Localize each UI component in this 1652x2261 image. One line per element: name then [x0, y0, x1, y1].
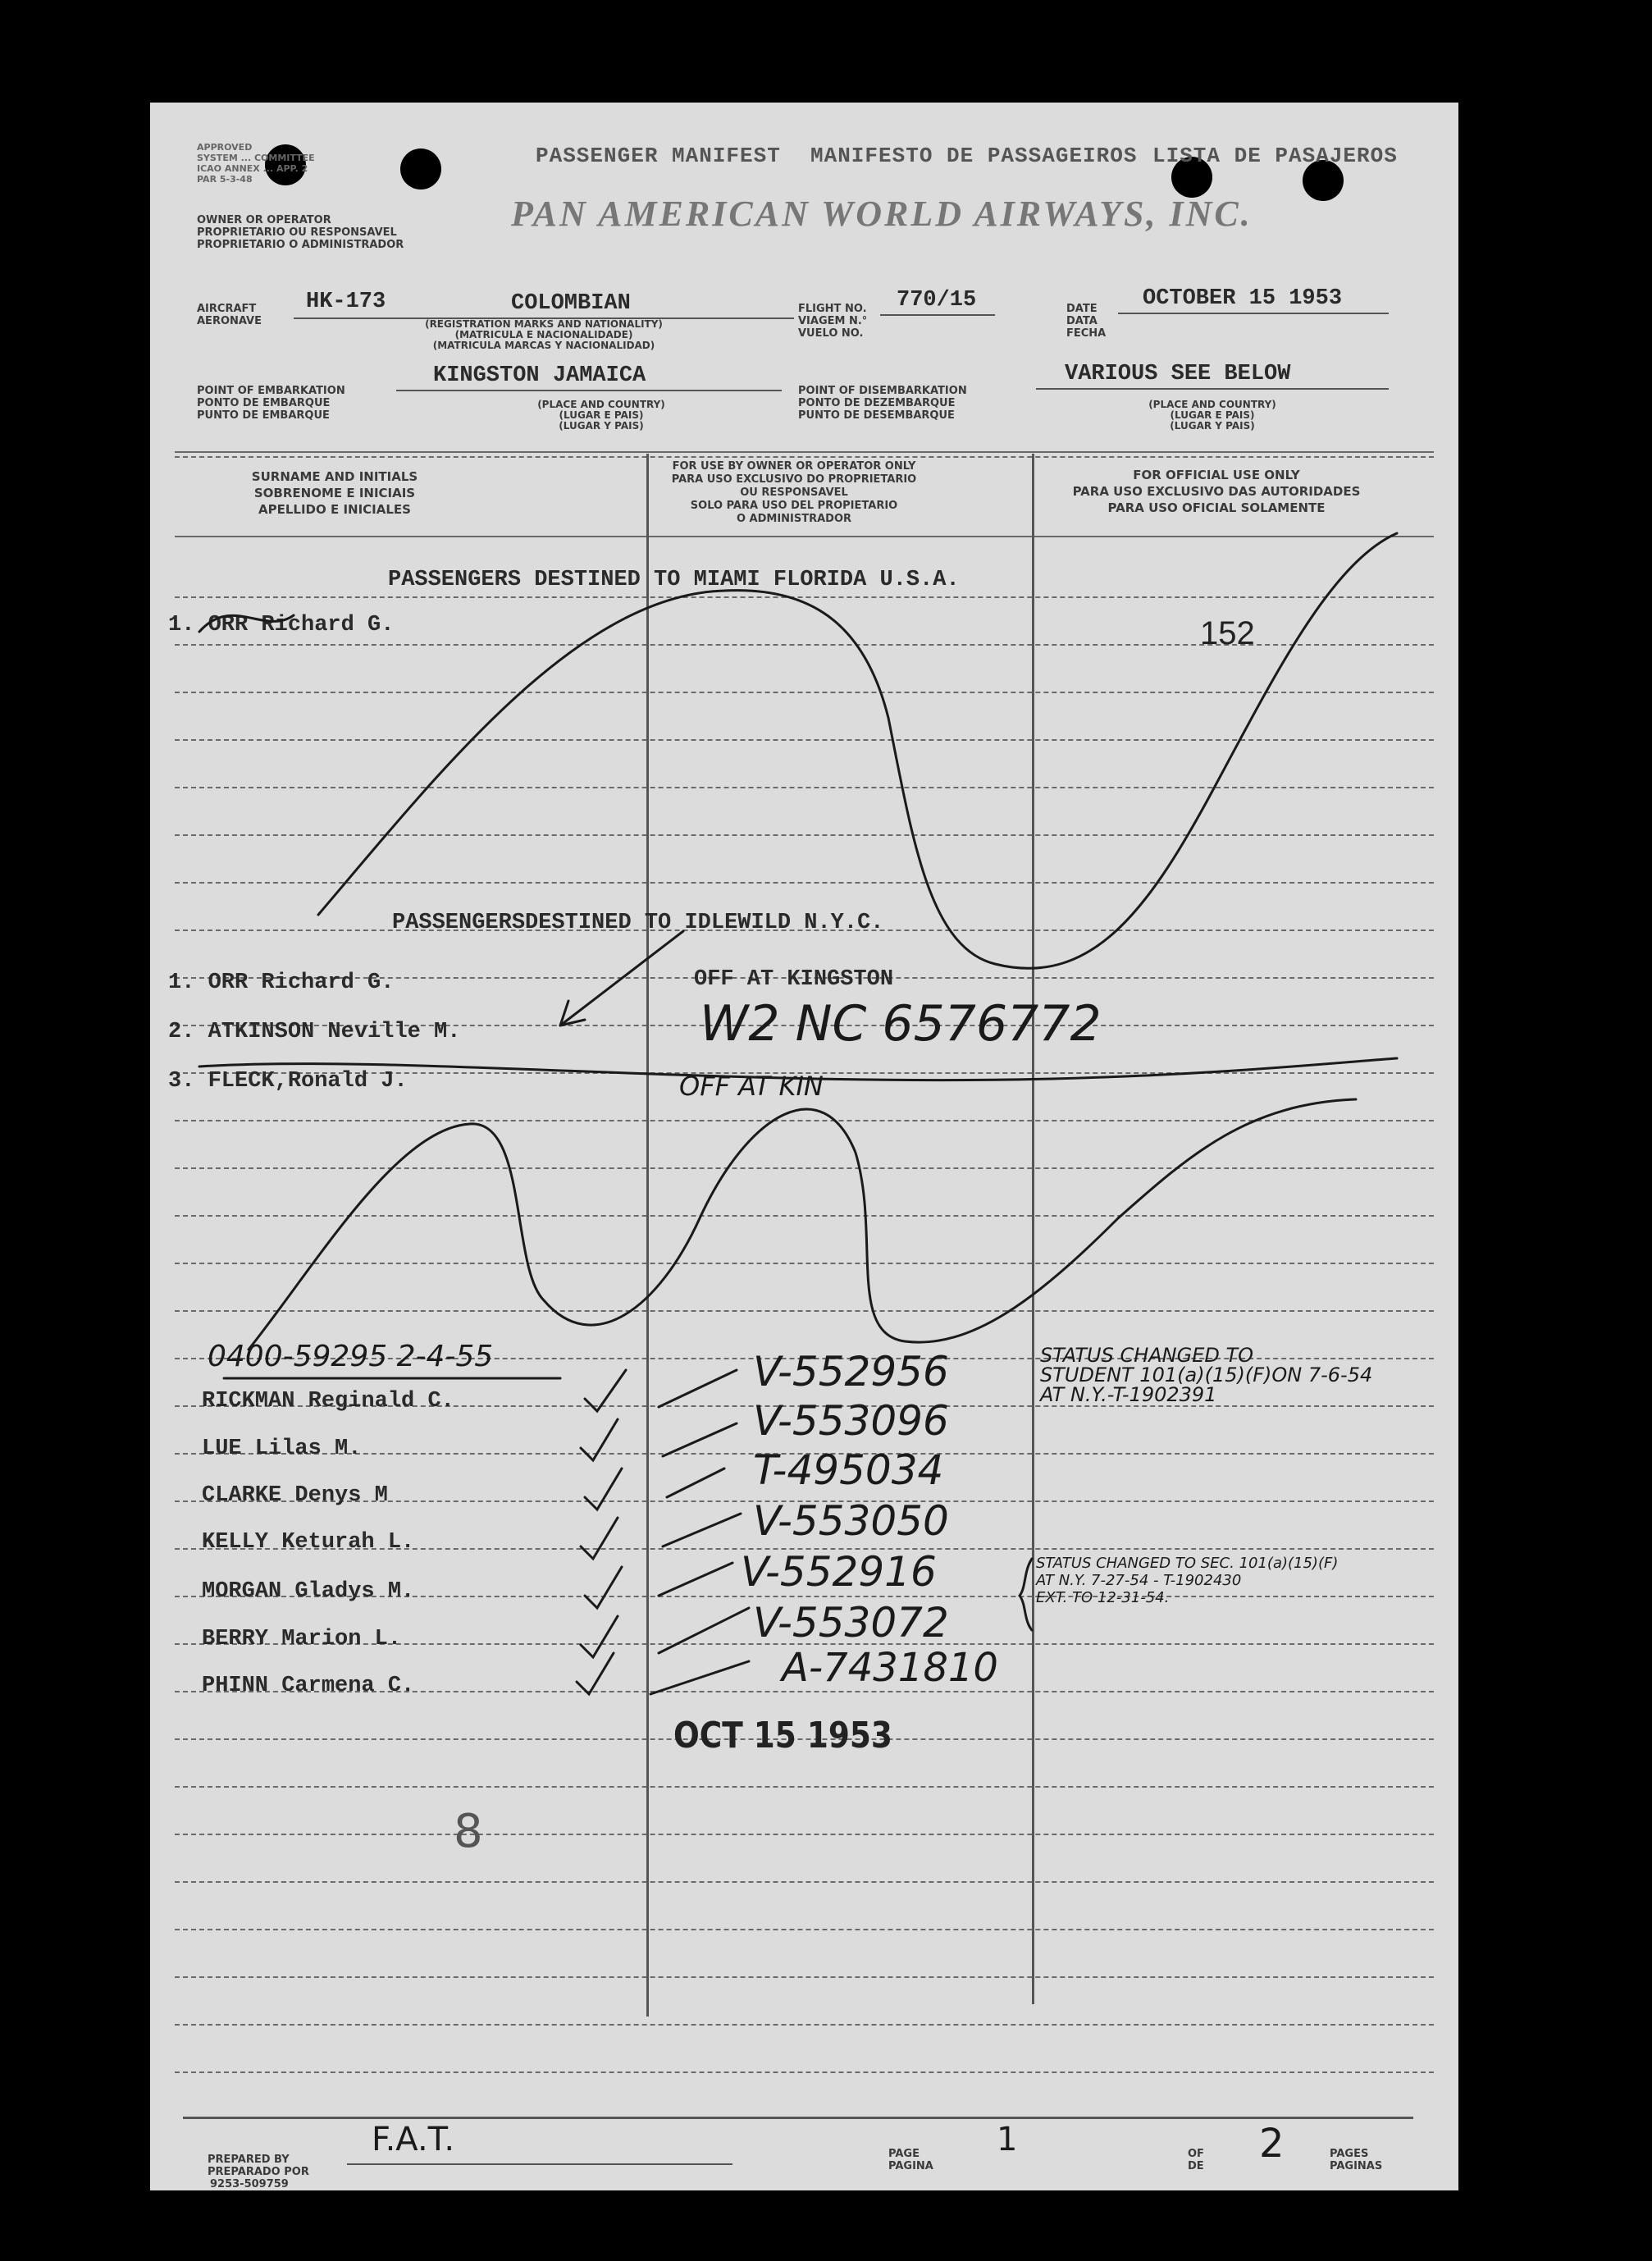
idlewild-note-1: OFF AT KINGSTON [694, 967, 894, 992]
approval-block: APPROVED SYSTEM ... COMMITTEE ICAO ANNEX ... APP. 2 PAR 5-3-48 [197, 142, 315, 185]
aircraft-label: AIRCRAFT AERONAVE [197, 303, 262, 327]
flight-label: FLIGHT NO. VIAGEM N.° VUELO NO. [798, 303, 868, 340]
miami-heading: PASSENGERS DESTINED TO MIAMI FLORIDA U.S.A. [388, 568, 960, 592]
form-number: 9253-509759 [210, 2178, 289, 2190]
date-label: DATE DATA FECHA [1066, 303, 1107, 340]
date-stamp: OCT 15 1953 [673, 1715, 892, 1756]
handwriting-overlay [150, 103, 1458, 2190]
check-mark [581, 1616, 618, 1657]
flight-date: OCTOBER 15 1953 [1143, 286, 1343, 311]
strike-fleck [199, 1058, 1397, 1080]
prepared-label: PREPARED BY PREPARADO POR [208, 2154, 309, 2178]
title-en: PASSENGER MANIFEST [536, 144, 781, 168]
flight-number: 770/15 [897, 288, 977, 313]
status-note: STATUS CHANGED TO SEC. 101(a)(15)(F) AT N.Y. 7-27-54 - T-1902430 EXT. TO 12-31-54. [1036, 1555, 1339, 1606]
passenger-name: CLARKE Denys M [202, 1483, 388, 1508]
check-mark [581, 1518, 618, 1559]
title-pt: MANIFESTO DE PASSAGEIROS [810, 144, 1138, 168]
idlewild-passenger-1: 1. ORR Richard G. [168, 971, 395, 995]
handwritten-reference: 0400-59295 2-4-55 [208, 1340, 494, 1373]
embark-place: KINGSTON JAMAICA [433, 363, 646, 388]
passenger-visa: V-552916 [741, 1548, 937, 1596]
cancel-scribble-lower [249, 1099, 1356, 1350]
visa-tick [659, 1563, 732, 1596]
visa-tick [667, 1469, 724, 1497]
official-use-column-header: FOR OFFICIAL USE ONLY PARA USO EXCLUSIVO DAS AUTORIDADES PARA USO OFICIAL SOLAMENTE [1072, 468, 1361, 515]
idlewild-note-2: W2 NC 6576772 [700, 995, 1102, 1053]
passenger-name: PHINN Carmena C. [202, 1674, 415, 1698]
total-pages: 2 [1259, 2121, 1285, 2167]
check-mark [585, 1370, 626, 1411]
miami-official-note: 152 [1200, 615, 1255, 651]
aircraft-nationality: COLOMBIAN [511, 291, 631, 316]
page-label: PAGE PAGINA [888, 2148, 933, 2172]
status-note: STATUS CHANGED TO STUDENT 101(a)(15)(F)ON 7-6-54 AT N.Y.-T-1902391 [1040, 1344, 1373, 1406]
passenger-name: MORGAN Gladys M. [202, 1579, 415, 1604]
idlewild-passenger-3: 3. FLECK,Ronald J. [168, 1069, 408, 1094]
visa-tick [659, 1608, 749, 1653]
miami-passenger-1: 1. ORR Richard G. [168, 613, 395, 637]
pages-label: PAGES PAGINAS [1330, 2148, 1383, 2172]
margin-mark: 8 [454, 1805, 483, 1858]
passenger-name: KELLY Keturah L. [202, 1530, 415, 1555]
idlewild-passenger-2: 2. ATKINSON Neville M. [168, 1020, 461, 1044]
disembark-place: VARIOUS SEE BELOW [1065, 362, 1291, 386]
visa-tick [650, 1661, 749, 1694]
passenger-visa: V-553096 [753, 1397, 949, 1445]
title-es: LISTA DE PASAJEROS [1152, 144, 1398, 168]
page-number: 1 [997, 2121, 1018, 2158]
visa-tick [663, 1423, 737, 1456]
status-brace [1020, 1559, 1032, 1630]
arrow-line [560, 931, 683, 1025]
registration-caption: (REGISTRATION MARKS AND NATIONALITY) (MATRICULA E NACIONALIDADE) (MATRICULA MARCAS Y NACIONALIDAD) [425, 318, 663, 351]
disembark-place-caption: (PLACE AND COUNTRY) (LUGAR E PAIS) (LUGAR Y PAIS) [1148, 399, 1276, 432]
company-name: PAN AMERICAN WORLD AIRWAYS, INC. [511, 194, 1253, 234]
passenger-name: LUE Lilas M. [202, 1437, 362, 1461]
visa-tick [659, 1370, 737, 1407]
prepared-by: F.A.T. [372, 2121, 455, 2158]
check-mark [585, 1567, 622, 1608]
passenger-name: RICKMAN Reginald C. [202, 1389, 454, 1414]
idlewild-heading: PASSENGERSDESTINED TO IDLEWILD N.Y.C. [392, 911, 884, 935]
passenger-visa: V-553050 [753, 1497, 949, 1545]
visa-tick [663, 1514, 741, 1546]
surname-column-header: SURNAME AND INITIALS SOBRENOME E INICIAIS APELLIDO E INICIALES [251, 469, 418, 517]
check-mark [585, 1469, 622, 1510]
disembark-label: POINT OF DISEMBARKATION PONTO DE DEZEMBARQUE PUNTO DE DESEMBARQUE [798, 385, 967, 422]
passenger-visa: V-552956 [753, 1348, 949, 1395]
cancel-scribble-upper [318, 533, 1397, 968]
aircraft-registration: HK-173 [306, 290, 386, 314]
owner-label: OWNER OR OPERATOR PROPRIETARIO OU RESPONSAVEL PROPRIETARIO O ADMINISTRADOR [197, 214, 404, 251]
strike-orr-miami [199, 615, 294, 632]
check-mark [577, 1653, 614, 1694]
idlewild-note-3: OFF AT KIN [679, 1071, 824, 1102]
embark-place-caption: (PLACE AND COUNTRY) (LUGAR E PAIS) (LUGAR Y PAIS) [537, 399, 665, 432]
of-label: OF DE [1188, 2148, 1204, 2172]
embark-label: POINT OF EMBARKATION PONTO DE EMBARQUE PUNTO DE EMBARQUE [197, 385, 345, 422]
check-mark [581, 1419, 618, 1460]
passenger-visa: T-495034 [753, 1446, 944, 1494]
manifest-sheet [150, 103, 1458, 2190]
passenger-name: BERRY Marion L. [202, 1627, 402, 1651]
owner-use-column-header: FOR USE BY OWNER OR OPERATOR ONLY PARA USO EXCLUSIVO DO PROPRIETARIO OU RESPONSAVEL SOLO PARA USO DEL PROPIETARIO O ADMINISTRADOR [671, 460, 917, 525]
passenger-visa: V-553072 [753, 1599, 949, 1647]
passenger-visa: A-7431810 [782, 1645, 998, 1691]
